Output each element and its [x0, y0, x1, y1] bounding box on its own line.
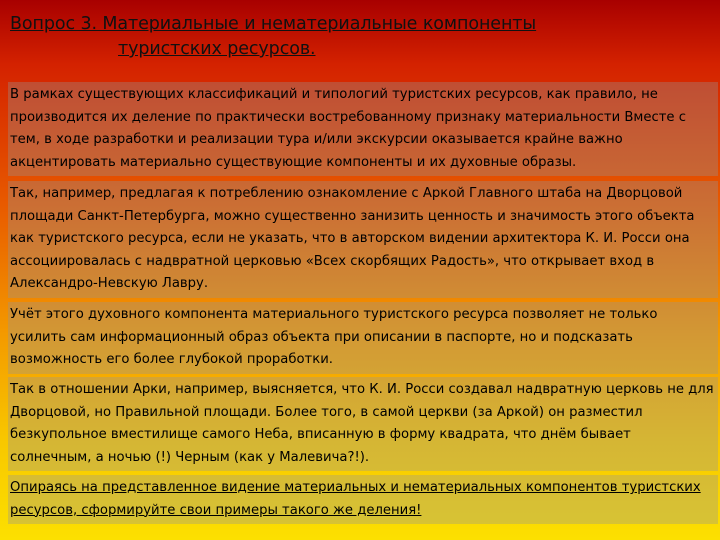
paragraph-2-text: Так, например, предлагая к потреблению ознакомление с Аркой Главного штаба на Дворцовой площади Санкт-Петербурга, можно существенно занизить ценность и значимость этого объекта как туристского ресурса, если не указать, что в авторском видении архитектора К. И. Росси она ассоциировалась с надвратной церковью «Всех скорбящих Радость», что открывает вход в Александро-Невскую Лавру. — [10, 186, 695, 292]
title-line-2: туристских ресурсов. — [118, 39, 316, 59]
paragraph-3-text: Учёт этого духовного компонента материального туристского ресурса позволяет не только усилить сам информационный образ объекта при описании в паспорте, но и подсказать возможность его более глубокой проработки. — [10, 307, 658, 368]
paragraph-3 — [10, 304, 716, 372]
paragraph-4-text: Так в отношении Арки, например, выясняется, что К. И. Росси создавал надвратную церковь не для Дворцовой, но Правильной площади. Более того, в самой церкви (за Аркой) он разместил безкупольное вместилище самого Неба, вписанную в форму квадрата, что днём бывает солнечным, а ночью (!) Черным (как у Малевича?!). — [10, 382, 714, 465]
paragraph-2 — [10, 183, 716, 296]
paragraph-1-text: В рамках существующих классификаций и типологий туристских ресурсов, как правило, не производится их деление по практически востребованному признаку материальности Вместе с тем, в ходе разработки и реализации тура и/или экскурсии оказывается крайне важно акцентировать материально существующие компоненты и их духовные образы. — [10, 87, 686, 170]
paragraph-4 — [10, 379, 716, 469]
paragraph-1 — [10, 84, 716, 174]
title-line-1: Вопрос 3. Материальные и нематериальные компоненты — [10, 14, 537, 34]
slide-title — [10, 12, 710, 62]
paragraph-5-text: Опираясь на представленное видение материальных и нематериальных компонентов туристских ресурсов, сформируйте свои примеры такого же деления! — [10, 480, 701, 518]
paragraph-5-task — [10, 477, 716, 522]
